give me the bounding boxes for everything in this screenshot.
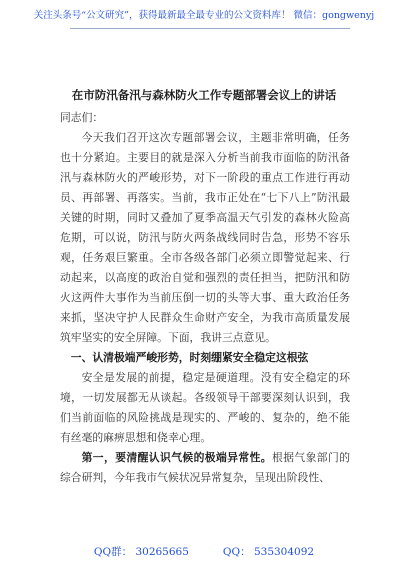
document-body	[60, 108, 350, 488]
footer-contact	[0, 545, 408, 559]
paragraph-point-1	[60, 448, 350, 488]
salutation: 同志们：	[60, 111, 104, 124]
header-divider	[70, 28, 350, 29]
point-1-lead: 第一，要清醒认识气候的极端异常性。	[81, 451, 272, 464]
paragraph-security: 安全是发展的前提，稳定是硬道理。没有安全稳定的环境，一切发展都无从谈起。各级领导干部要深刻认识到，我们当前面临的风险挑战是现实的、严峻的、复杂的，绝不能有丝毫的麻痹思想和侥幸心理。	[60, 371, 350, 444]
paragraph-intro: 今天我们召开这次专题部署会议，主题非常明确，任务也十分紧迫。主要目的就是深入分析当前我市面临的防汛备汛与森林防火的严峻形势，对下一阶段的重点工作进行再动员、再部署、再落实。当前，我市正处在“七下八上”防汛最关键的时期，同时又叠加了夏季高温天气引发的森林火险高危期，可以说，防汛与防火两条战线同时告急，形势不容乐观，任务艰巨繁重。全市各级各部门必须立即警觉起来、行动起来，以高度的政治自觉和强烈的责任担当，把防汛和防火这两件大事作为当前压倒一切的头等大事、重大政治任务来抓，坚决守护人民群众生命财产安全，为我市高质量发展筑牢坚实的安全屏障。下面，我讲三点意见。	[60, 131, 350, 344]
point-1-text: 根据气象部门的综合研判，今年我市气候状况异常复杂，呈现出阶段性、	[60, 451, 350, 484]
footer-qq: QQ： 535304092	[222, 546, 315, 558]
footer-qq-group: QQ群： 30265665	[93, 546, 189, 558]
header-banner: 关注头条号“公文研究”，获得最新最全最专业的公文资料库！ 微信：gongwenyj	[33, 10, 375, 21]
document-title: 在市防汛备汛与森林防火工作专题部署会议上的讲话	[71, 88, 337, 102]
section-heading-1: 一、认清极端严峻形势，时刻绷紧安全稳定这根弦	[70, 351, 309, 364]
